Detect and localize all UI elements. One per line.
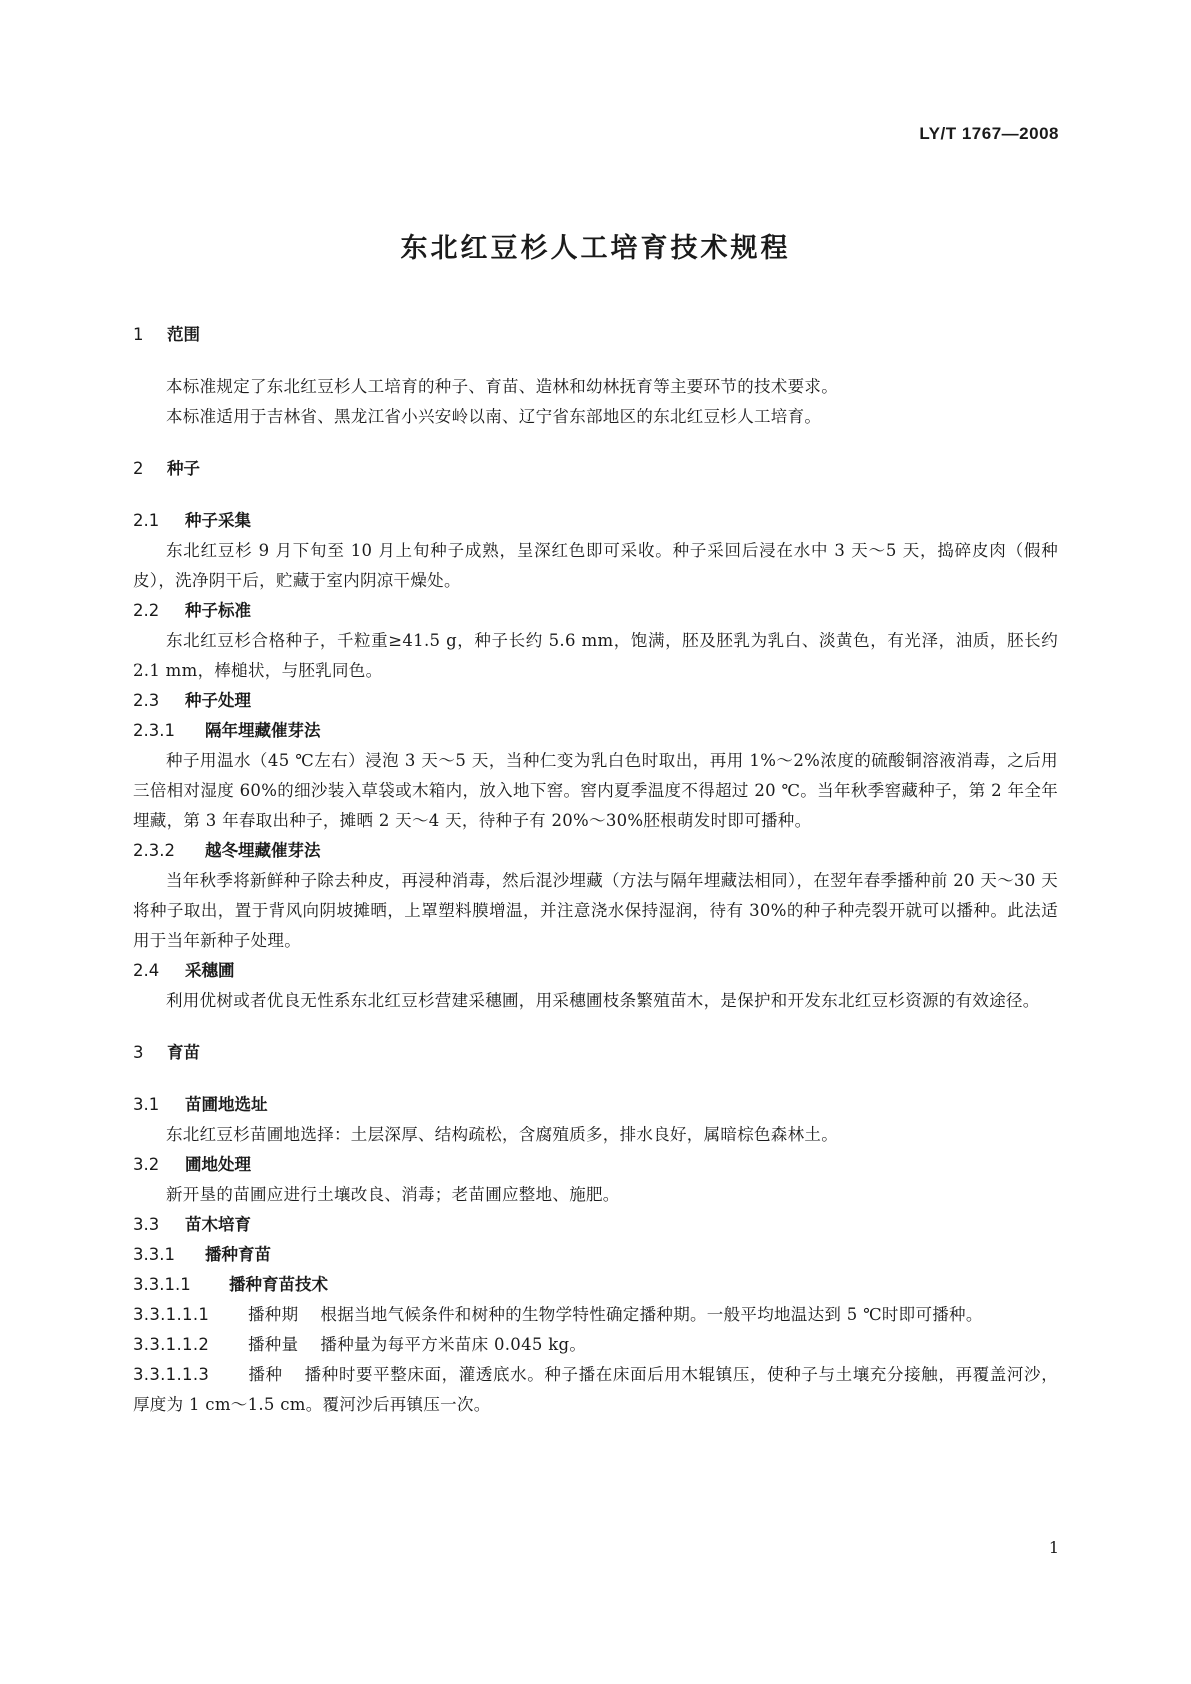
section-title: 种子 (167, 459, 200, 478)
subsection-title: 圃地处理 (185, 1155, 251, 1174)
paragraph: 东北红豆杉合格种子，千粒重≥41.5 g，种子长约 5.6 mm，饱满，胚及胚乳为乳白、淡黄色，有光泽，油质，胚长约 2.1 mm，棒槌状，与胚乳同色。 (133, 631, 1058, 680)
subsection-number: 3.3 (133, 1215, 160, 1234)
subsection-2-3-1-heading (133, 716, 1058, 746)
subsection-title: 隔年埋藏催芽法 (205, 721, 321, 740)
subsection-title: 苗木培育 (185, 1215, 251, 1234)
paragraph: 当年秋季将新鲜种子除去种皮，再浸种消毒，然后混沙埋藏（方法与隔年埋藏法相同），在翌年春季播种前 20 天～30 天将种子取出，置于背风向阴坡摊晒，上罩塑料膜增温，并注意浇水保持湿润，待有 30%的种子种壳裂开就可以播种。此法适用于当年新种子处理。 (133, 871, 1058, 950)
clause-number: 3.3.1.1.1 (133, 1305, 210, 1324)
clause-number: 3.3.1.1.2 (133, 1335, 210, 1354)
clause-3-3-1-1-3 (133, 1360, 1058, 1420)
subsection-number: 3.3.1 (133, 1245, 175, 1264)
section-2-heading (133, 454, 1058, 484)
subsection-number: 3.2 (133, 1155, 160, 1174)
document-body (133, 320, 1058, 1420)
page-number: 1 (1048, 1538, 1059, 1557)
paragraph: 利用优树或者优良无性系东北红豆杉营建采穗圃，用采穗圃枝条繁殖苗木，是保护和开发东北红豆杉资源的有效途径。 (166, 991, 1040, 1010)
subsection-title: 播种育苗技术 (229, 1275, 328, 1294)
clause-title: 播种期 (248, 1305, 299, 1324)
paragraph: 东北红豆杉苗圃地选择：土层深厚、结构疏松，含腐殖质多，排水良好，属暗棕色森林土。 (166, 1125, 838, 1144)
subsection-2-3-2-heading (133, 836, 1058, 866)
subsection-2-4-heading (133, 956, 1058, 986)
paragraph: 东北红豆杉 9 月下旬至 10 月上旬种子成熟，呈深红色即可采收。种子采回后浸在水中 3 天～5 天，捣碎皮肉（假种皮），洗净阴干后，贮藏于室内阴凉干燥处。 (133, 541, 1058, 590)
section-number: 1 (133, 325, 144, 344)
subsection-title: 苗圃地选址 (185, 1095, 268, 1114)
subsection-title: 种子处理 (185, 691, 251, 710)
subsection-3-3-heading (133, 1210, 1058, 1240)
subsection-title: 播种育苗 (205, 1245, 271, 1264)
subsection-3-1-heading (133, 1090, 1058, 1120)
section-number: 3 (133, 1043, 144, 1062)
standard-code: LY/T 1767—2008 (919, 124, 1059, 143)
document-title: 东北红豆杉人工培育技术规程 (400, 233, 791, 264)
subsection-2-3-heading (133, 686, 1058, 716)
section-title: 范围 (167, 325, 200, 344)
paragraph: 本标准适用于吉林省、黑龙江省小兴安岭以南、辽宁省东部地区的东北红豆杉人工培育。 (166, 407, 822, 426)
subsection-title: 种子采集 (185, 511, 251, 530)
subsection-3-2-heading (133, 1150, 1058, 1180)
clause-3-3-1-1-2 (133, 1330, 1058, 1360)
clause-number: 3.3.1.1.3 (133, 1365, 210, 1384)
paragraph: 本标准规定了东北红豆杉人工培育的种子、育苗、造林和幼林抚育等主要环节的技术要求。 (166, 377, 838, 396)
subsection-3-3-1-heading (133, 1240, 1058, 1270)
section-3-heading (133, 1038, 1058, 1068)
section-number: 2 (133, 459, 144, 478)
clause-text: 播种量为每平方米苗床 0.045 kg。 (320, 1335, 587, 1354)
subsection-2-1-heading (133, 506, 1058, 536)
subsection-number: 3.3.1.1 (133, 1275, 191, 1294)
clause-title: 播种 (248, 1365, 283, 1384)
subsection-title: 种子标准 (185, 601, 251, 620)
subsection-number: 2.4 (133, 961, 160, 980)
subsection-number: 2.3.2 (133, 841, 175, 860)
subsection-number: 2.3.1 (133, 721, 175, 740)
subsection-3-3-1-1-heading (133, 1270, 1058, 1300)
clause-3-3-1-1-1 (133, 1300, 1058, 1330)
subsection-2-2-heading (133, 596, 1058, 626)
clause-text: 根据当地气候条件和树种的生物学特性确定播种期。一般平均地温达到 5 ℃时即可播种。 (320, 1305, 983, 1324)
subsection-title: 越冬埋藏催芽法 (205, 841, 321, 860)
paragraph: 新开垦的苗圃应进行土壤改良、消毒；老苗圃应整地、施肥。 (166, 1185, 620, 1204)
clause-title: 播种量 (248, 1335, 299, 1354)
section-title: 育苗 (167, 1043, 200, 1062)
subsection-number: 2.2 (133, 601, 160, 620)
clause-text: 播种时要平整床面，灌透底水。种子播在床面后用木辊镇压，使种子与土壤充分接触，再覆盖河沙，厚度为 1 cm～1.5 cm。覆河沙后再镇压一次。 (133, 1365, 1058, 1414)
paragraph: 种子用温水（45 ℃左右）浸泡 3 天～5 天，当种仁变为乳白色时取出，再用 1%～2%浓度的硫酸铜溶液消毒，之后用三倍相对湿度 60%的细沙装入草袋或木箱内，放入地下窖。窖内夏季温度不得超过 20 ℃。当年秋季窖藏种子，第 2 年全年埋藏，第 3 年春取出种子，摊晒 2 天～4 天，待种子有 20%～30%胚根萌发时即可播种。 (133, 751, 1058, 830)
subsection-number: 2.3 (133, 691, 160, 710)
subsection-number: 2.1 (133, 511, 160, 530)
section-1-heading (133, 320, 1058, 350)
subsection-number: 3.1 (133, 1095, 160, 1114)
subsection-title: 采穗圃 (185, 961, 235, 980)
